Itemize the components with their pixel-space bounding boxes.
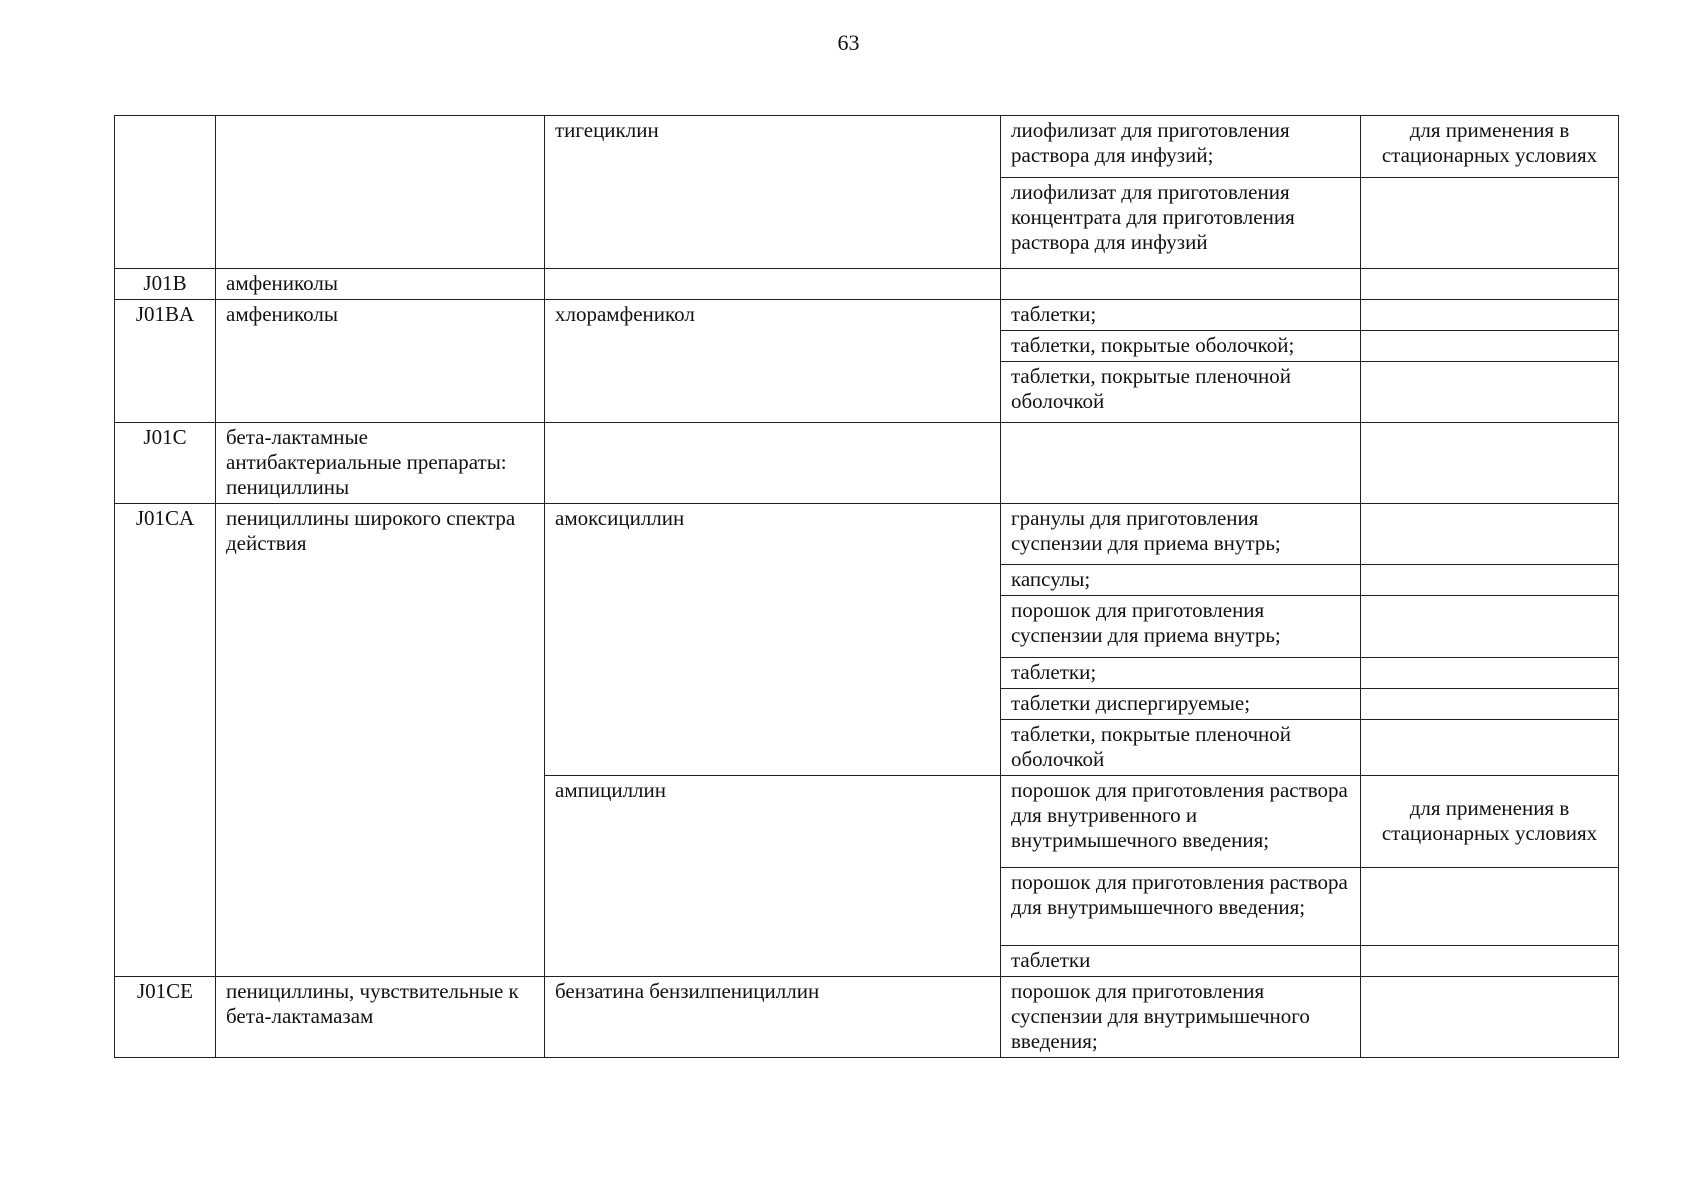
usage-note-cell (1361, 423, 1619, 504)
dosage-form-cell: лиофилизат для приготовления концентрата для приготовления раствора для инфузий (1001, 178, 1361, 269)
dosage-form-cell: таблетки, покрытые оболочкой; (1001, 331, 1361, 362)
usage-note-cell (1361, 868, 1619, 946)
table-row (115, 269, 1619, 300)
dosage-form-cell: лиофилизат для приготовления раствора для инфузий; (1001, 116, 1361, 178)
drug-name-cell: ампициллин (545, 776, 1001, 977)
group-cell: бета-лактамные антибактериальные препараты: пенициллины (216, 423, 545, 504)
group-cell: пенициллины, чувствительные к бета-лактамазам (216, 977, 545, 1058)
usage-note-cell (1361, 977, 1619, 1058)
dosage-form-cell (1001, 269, 1361, 300)
dosage-form-cell: таблетки; (1001, 658, 1361, 689)
usage-note-cell (1361, 362, 1619, 423)
group-cell: амфениколы (216, 300, 545, 423)
atc-code-cell: J01CA (115, 504, 216, 977)
drug-name-cell: бензатина бензилпенициллин (545, 977, 1001, 1058)
table-row (115, 300, 1619, 331)
usage-note-cell: для применения в стационарных условиях (1361, 776, 1619, 868)
dosage-form-cell: капсулы; (1001, 565, 1361, 596)
usage-note-cell (1361, 658, 1619, 689)
drug-name-cell: тигециклин (545, 116, 1001, 269)
atc-code-cell: J01BA (115, 300, 216, 423)
dosage-form-cell: таблетки (1001, 946, 1361, 977)
usage-note-cell (1361, 331, 1619, 362)
dosage-form-cell: порошок для приготовления раствора для внутримышечного введения; (1001, 868, 1361, 946)
usage-note-cell (1361, 565, 1619, 596)
medication-table (114, 115, 1619, 1058)
drug-name-cell: амоксициллин (545, 504, 1001, 776)
usage-note-cell (1361, 504, 1619, 565)
dosage-form-cell: таблетки, покрытые пленочной оболочкой (1001, 362, 1361, 423)
table-row (115, 423, 1619, 504)
atc-code-cell: J01B (115, 269, 216, 300)
table-row (115, 116, 1619, 178)
atc-code-cell (115, 116, 216, 269)
dosage-form-cell: порошок для приготовления суспензии для приема внутрь; (1001, 596, 1361, 658)
group-cell: амфениколы (216, 269, 545, 300)
group-cell: пенициллины широкого спектра действия (216, 504, 545, 977)
dosage-form-cell: порошок для приготовления суспензии для внутримышечного введения; (1001, 977, 1361, 1058)
dosage-form-cell: таблетки, покрытые пленочной оболочкой (1001, 720, 1361, 776)
atc-code-cell: J01C (115, 423, 216, 504)
drug-name-cell (545, 423, 1001, 504)
drug-name-cell: хлорамфеникол (545, 300, 1001, 423)
dosage-form-cell (1001, 423, 1361, 504)
dosage-form-cell: таблетки; (1001, 300, 1361, 331)
dosage-form-cell: таблетки диспергируемые; (1001, 689, 1361, 720)
dosage-form-cell: порошок для приготовления раствора для внутривенного и внутримышечного введения; (1001, 776, 1361, 868)
usage-note-cell (1361, 178, 1619, 269)
usage-note-cell (1361, 300, 1619, 331)
page-number: 63 (837, 30, 860, 55)
usage-note-cell (1361, 946, 1619, 977)
usage-note-cell (1361, 269, 1619, 300)
usage-note-cell (1361, 596, 1619, 658)
dosage-form-cell: гранулы для приготовления суспензии для приема внутрь; (1001, 504, 1361, 565)
group-cell (216, 116, 545, 269)
atc-code-cell: J01CE (115, 977, 216, 1058)
drug-name-cell (545, 269, 1001, 300)
usage-note-cell (1361, 720, 1619, 776)
usage-note-cell: для применения в стационарных условиях (1361, 116, 1619, 178)
table-row (115, 977, 1619, 1058)
table-row (115, 504, 1619, 565)
usage-note-cell (1361, 689, 1619, 720)
